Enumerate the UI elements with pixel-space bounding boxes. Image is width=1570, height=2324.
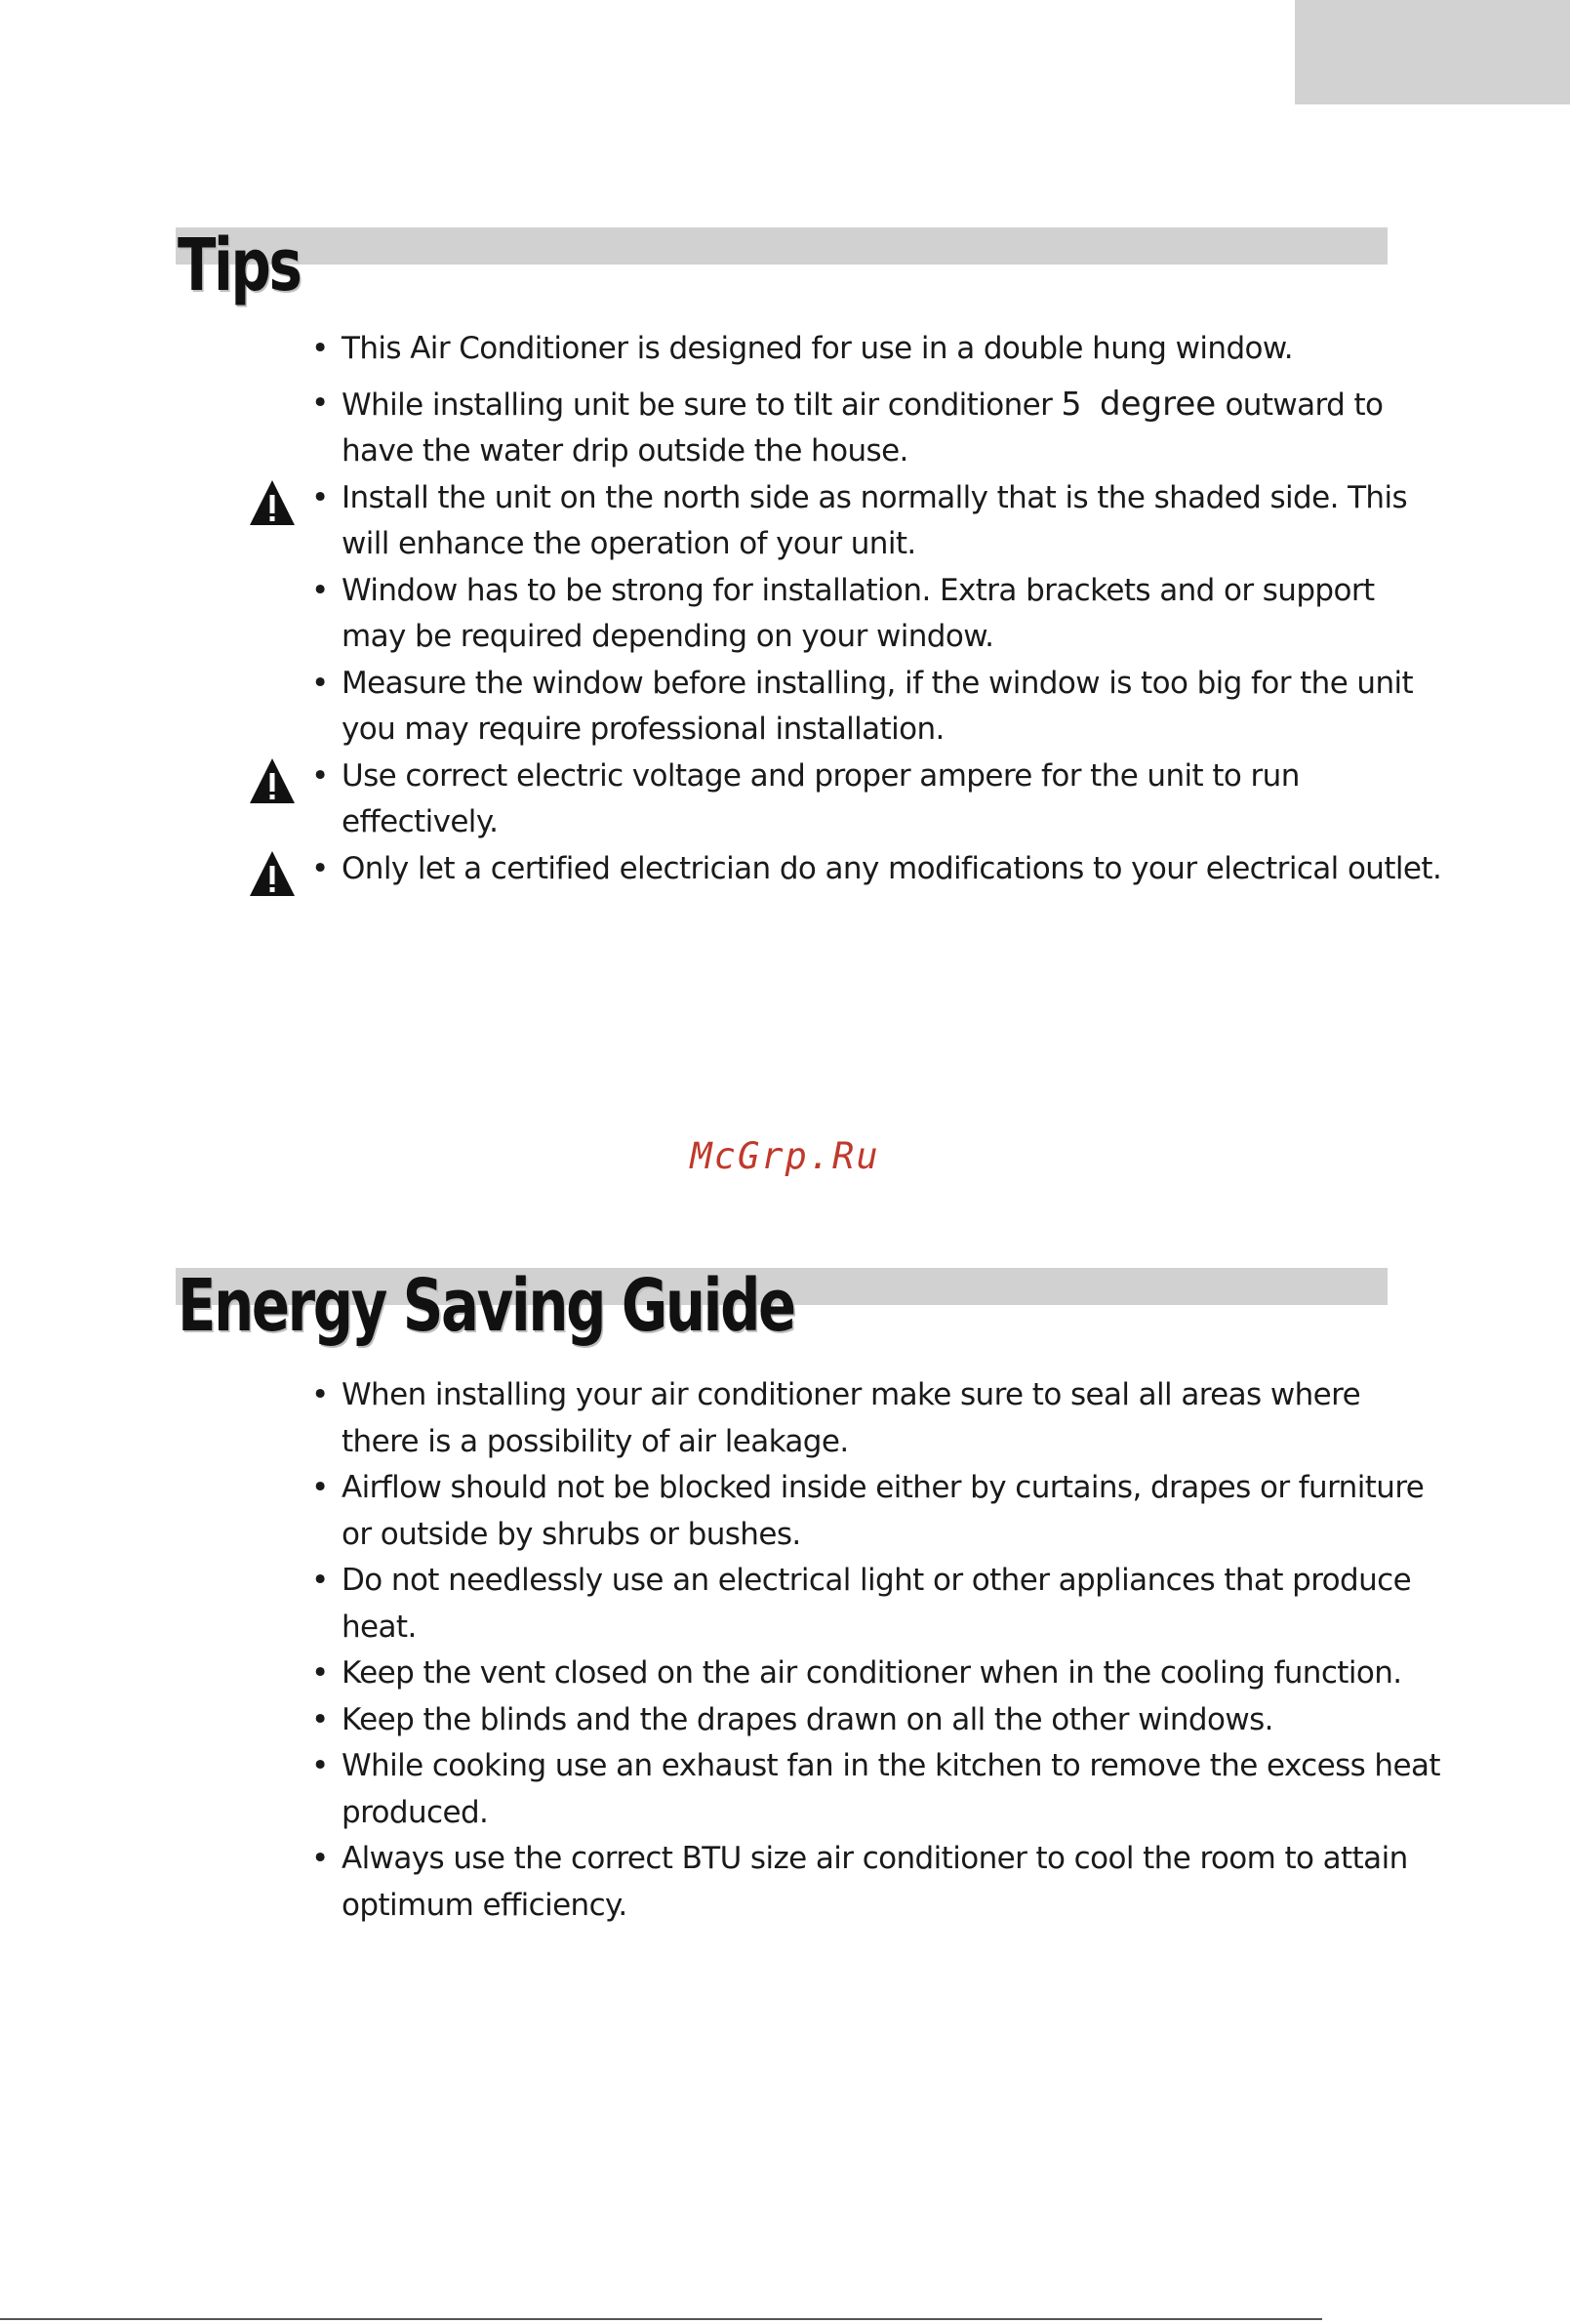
tips-item-text-after: outward to have the water drip outside the house. [342,387,1384,469]
warning-icon [248,478,297,527]
bullet-icon: • [311,479,329,515]
tips-item [176,754,1444,846]
energy-item-text: Airflow should not be blocked inside either by curtains, drapes or furniture or outside by shrubs or bushes. [342,1470,1425,1552]
energy-item [176,1743,1444,1836]
tips-title: Tips [178,224,301,307]
bullet-icon: • [311,1655,329,1691]
tips-item-text: Install the unit on the north side as normally that is the shaded side. This will enhance the operation of your unit. [342,479,1408,561]
tilt-degree-value: 5 [1061,384,1082,423]
energy-item [176,1558,1444,1651]
tips-item [176,475,1444,568]
energy-list [176,1372,1440,1929]
bullet-icon: • [311,1841,329,1876]
bullet-icon: • [311,1470,329,1505]
bullet-icon: • [311,1377,329,1412]
energy-item [176,1651,1444,1697]
bullet-icon: • [311,1563,329,1598]
energy-item [176,1836,1444,1929]
tips-item [176,381,1444,475]
bullet-icon: • [311,385,329,421]
warning-icon [248,756,297,805]
tips-item-text: This Air Conditioner is designed for use in a double hung window. [342,331,1294,366]
energy-item-text: While cooking use an exhaust fan in the kitchen to remove the excess heat produced. [342,1748,1440,1830]
energy-item [176,1697,1444,1744]
tilt-degree-word: degree [1100,384,1217,424]
tips-list [176,326,1442,892]
energy-item [176,1465,1444,1558]
bullet-icon: • [311,665,329,701]
tips-item-text: Only let a certified electrician do any modifications to your electrical outlet. [342,850,1442,886]
page-corner-tab [1295,0,1570,104]
energy-item-text: Keep the blinds and the drapes drawn on all the other windows. [342,1701,1273,1737]
bullet-icon: • [311,757,329,794]
tips-item [176,326,1444,373]
tips-item [176,661,1444,754]
tips-title-band [176,227,1388,265]
energy-title: Energy Saving Guide [178,1264,794,1348]
watermark-text: McGrp.Ru [690,1135,880,1177]
bullet-icon: • [311,331,329,366]
bullet-icon: • [311,1748,329,1783]
bullet-icon: • [311,572,329,608]
footer-rule [0,2318,1322,2320]
energy-item-text: Keep the vent closed on the air conditioner when in the cooling function. [342,1655,1402,1691]
energy-item-text: Do not needlessly use an electrical light or other appliances that produce heat. [342,1563,1412,1645]
energy-item [176,1372,1444,1465]
energy-item-text: Always use the correct BTU size air conditioner to cool the room to attain optimum efficiency. [342,1841,1408,1923]
tips-item [176,568,1444,661]
tips-item [176,846,1444,893]
tips-item-text-before: While installing unit be sure to tilt air conditioner [342,387,1062,423]
energy-item-text: When installing your air conditioner make sure to seal all areas where there is a possibility of air leakage. [342,1377,1361,1459]
bullet-icon: • [311,850,329,886]
warning-icon [248,849,297,898]
tips-item-text: Use correct electric voltage and proper ampere for the unit to run effectively. [342,757,1300,839]
tips-item-text: Measure the window before installing, if the window is too big for the unit you may require professional installation. [342,665,1414,747]
tips-item-text: Window has to be strong for installation. Extra brackets and or support may be required depending on your window. [342,572,1375,654]
bullet-icon: • [311,1701,329,1737]
